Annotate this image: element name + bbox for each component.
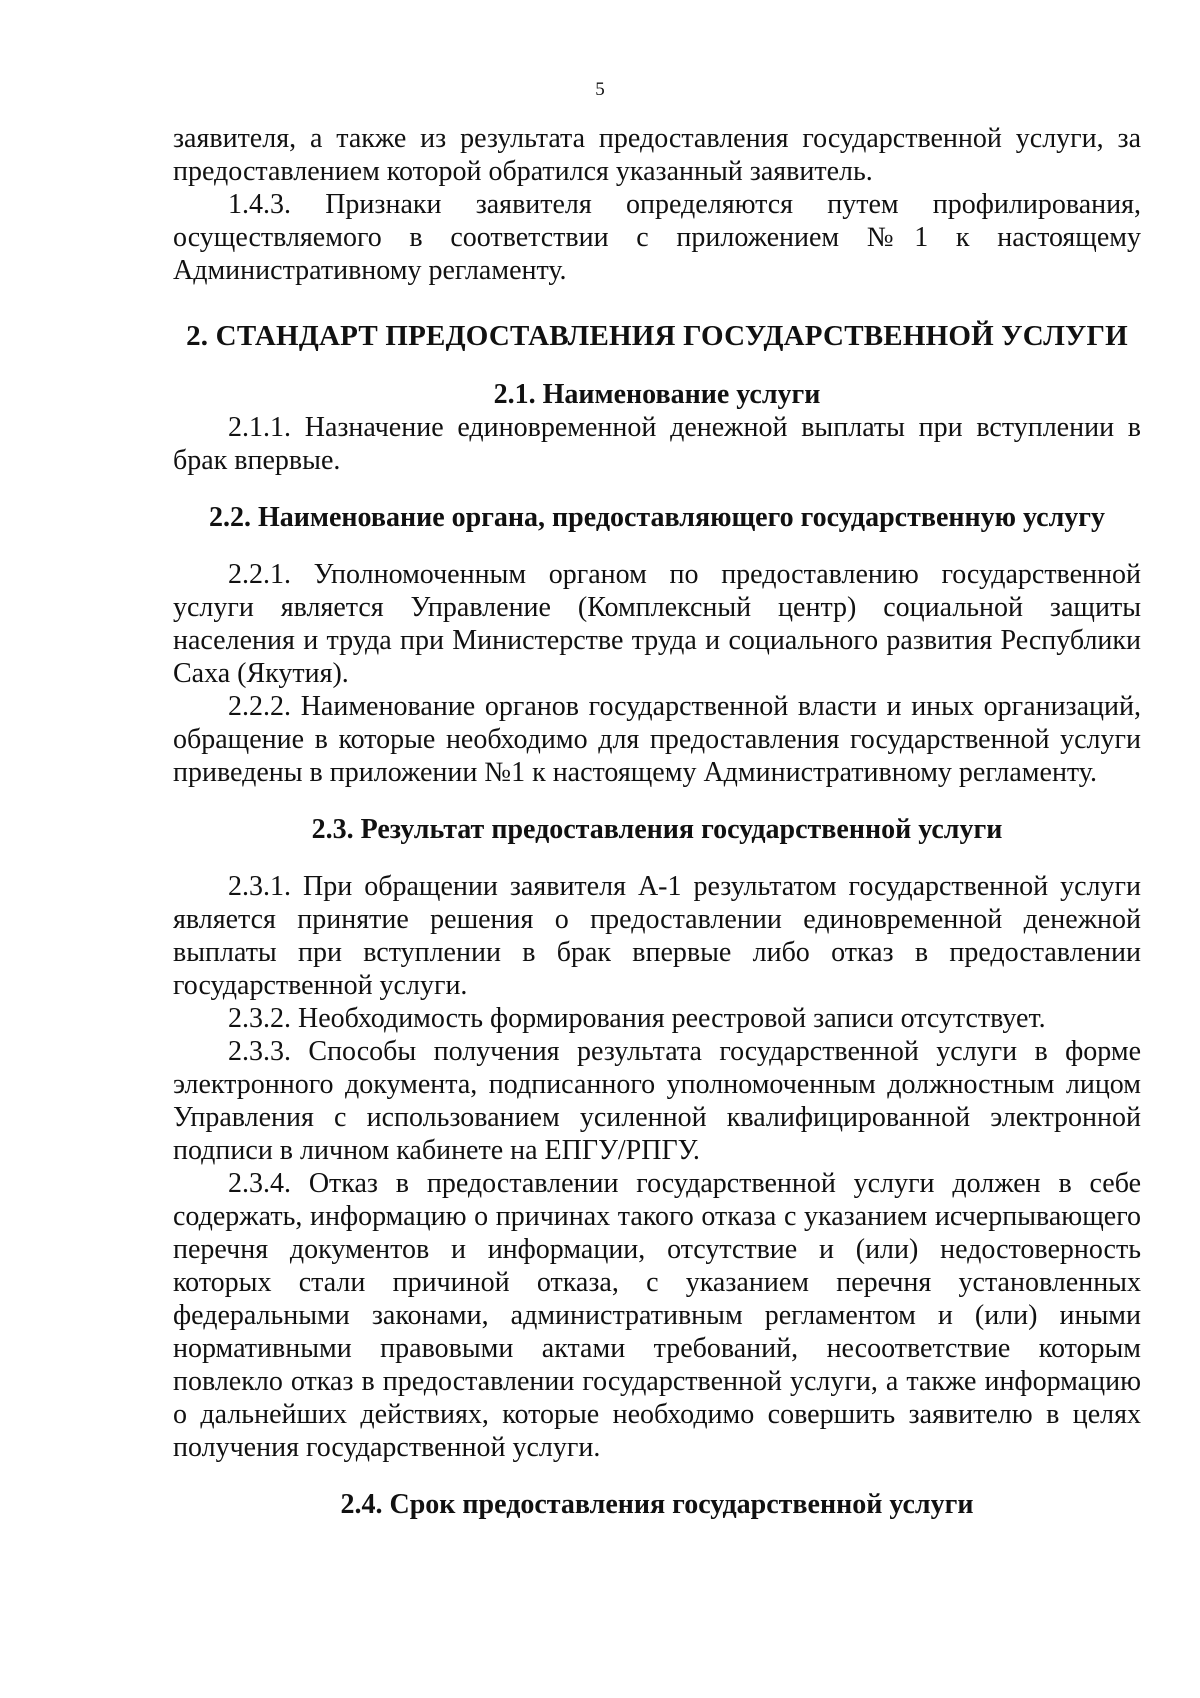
paragraph-continuation: заявителя, а также из результата предоставления государственной услуги, за предоставлением которой обратился указанный заявитель. bbox=[173, 123, 1141, 187]
section-2-title: 2. СТАНДАРТ ПРЕДОСТАВЛЕНИЯ ГОСУДАРСТВЕННОЙ УСЛУГИ bbox=[186, 320, 1128, 352]
section-2-4-title: 2.4. Срок предоставления государственной услуги bbox=[340, 1489, 974, 1520]
paragraph-2-1-1: 2.1.1. Назначение единовременной денежной выплаты при вступлении в брак впервые. bbox=[173, 412, 1141, 476]
paragraph-2-3-1: 2.3.1. При обращении заявителя А-1 результатом государственной услуги является принятие решения о предоставлении единовременной денежной выплаты при вступлении в брак впервые либо отказ в предоставлении государственной услуги. bbox=[173, 871, 1141, 1001]
section-2-1-title: 2.1. Наименование услуги bbox=[493, 379, 821, 410]
section-2-3-title: 2.3. Результат предоставления государственной услуги bbox=[311, 814, 1003, 845]
document-body bbox=[173, 122, 1141, 1521]
page-number: 5 bbox=[595, 79, 605, 100]
paragraph-2-3-3: 2.3.3. Способы получения результата государственной услуги в форме электронного документа, подписанного уполномоченным должностным лицом Управления с использованием усиленной квалифицированной электронной подписи в личном кабинете на ЕПГУ/РПГУ. bbox=[173, 1036, 1141, 1166]
paragraph-2-3-2: 2.3.2. Необходимость формирования реестровой записи отсутствует. bbox=[228, 1003, 1046, 1034]
paragraph-1-4-3: 1.4.3. Признаки заявителя определяются путем профилирования, осуществляемого в соответствии с приложением №1 к настоящему Административному регламенту. bbox=[173, 189, 1141, 286]
paragraph-2-2-2: 2.2.2. Наименование органов государственной власти и иных организаций, обращение в которые необходимо для предоставления государственной услуги приведены в приложении №1 к настоящему Административному регламенту. bbox=[173, 691, 1141, 788]
paragraph-2-2-1: 2.2.1. Уполномоченным органом по предоставлению государственной услуги является Управление (Комплексный центр) социальной защиты населения и труда при Министерстве труда и социального развития Республики Саха (Якутия). bbox=[173, 559, 1141, 689]
section-2-2-title: 2.2. Наименование органа, предоставляющего государственную услугу bbox=[208, 502, 1106, 533]
paragraph-2-3-4: 2.3.4. Отказ в предоставлении государственной услуги должен в себе содержать, информацию о причинах такого отказа с указанием исчерпывающего перечня документов и информации, отсутствие и (или) недостоверность которых стали причиной отказа, с указанием перечня установленных федеральными законами, административным регламентом и (или) иными нормативными правовыми актами требований, несоответствие которым повлекло отказ в предоставлении государственной услуги, а также информацию о дальнейших действиях, которые необходимо совершить заявителю в целях получения государственной услуги. bbox=[173, 1168, 1141, 1463]
